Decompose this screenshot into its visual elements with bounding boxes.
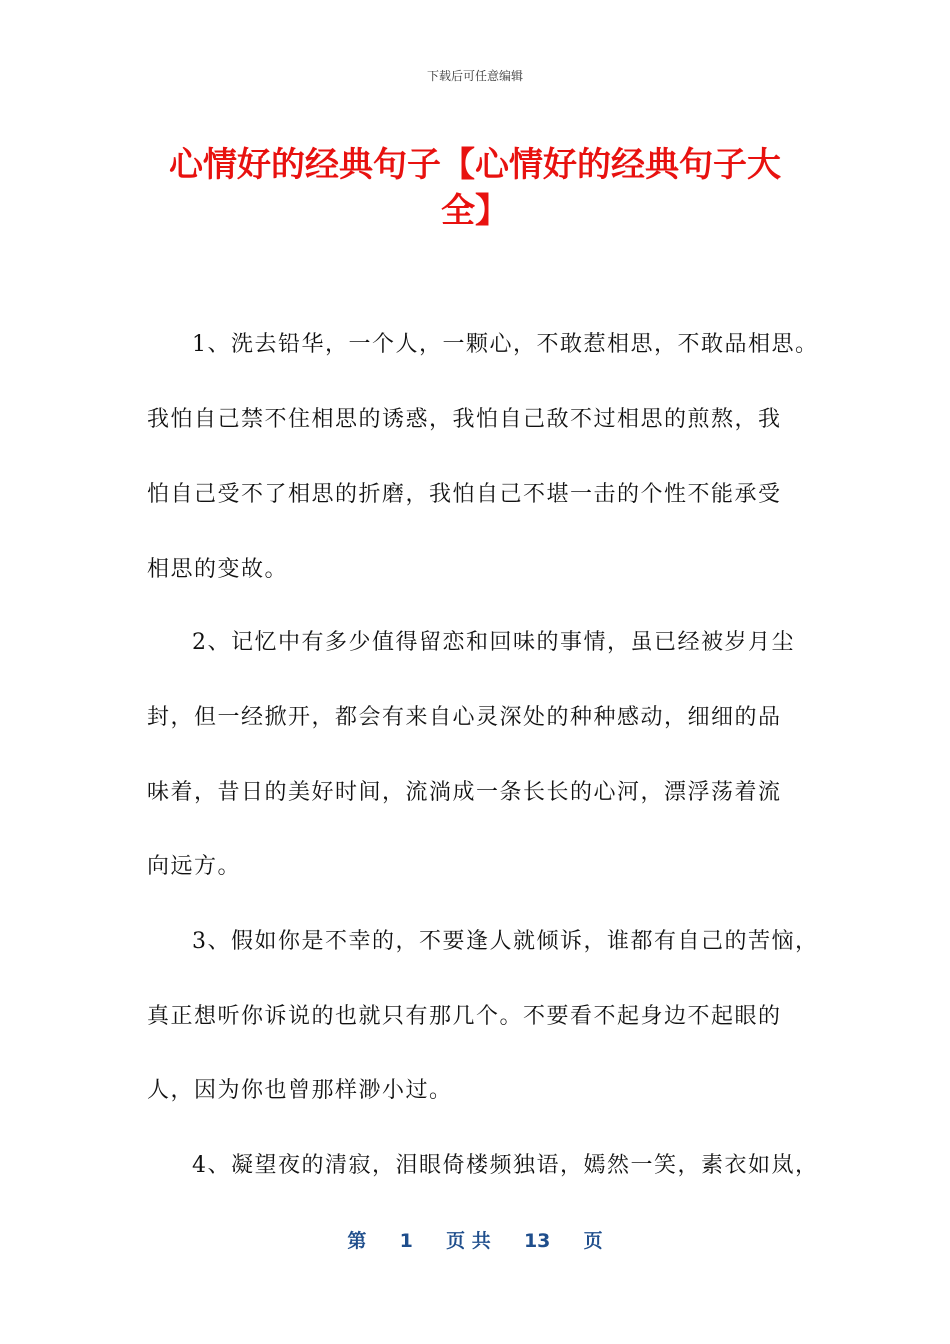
footer-of-label: 页 共 — [446, 1230, 491, 1252]
paragraph-2-line-2: 封，但一经掀开，都会有来自心灵深处的种种感动，细细的品 — [147, 705, 782, 730]
paragraph-3-line-1: 3、假如你是不幸的，不要逢人就倾诉，谁都有自己的苦恼， — [192, 929, 819, 954]
paragraph-4-line-1: 4、凝望夜的清寂，泪眼倚楼频独语，嫣然一笑，素衣如岚， — [192, 1153, 819, 1178]
document-title — [150, 142, 800, 234]
footer-page-label: 第 — [347, 1230, 367, 1252]
paragraph-1-line-3: 怕自己受不了相思的折磨，我怕自己不堪一击的个性不能承受 — [147, 482, 782, 507]
footer-total-pages: 13 — [523, 1230, 551, 1252]
paragraph-1-line-1: 1、洗去铅华，一个人，一颗心，不敢惹相思，不敢品相思。 — [192, 332, 819, 357]
paragraph-3-line-2: 真正想听你诉说的也就只有那几个。不要看不起身边不起眼的 — [147, 1004, 782, 1029]
footer-end-label: 页 — [583, 1230, 603, 1252]
page-header-note: 下载后可任意编辑 — [426, 69, 523, 83]
paragraph-2-line-1: 2、记忆中有多少值得留恋和回味的事情，虽已经被岁月尘 — [192, 630, 795, 655]
paragraph-2-line-4: 向远方。 — [147, 854, 242, 879]
paragraph-1-line-4: 相思的变故。 — [147, 557, 289, 582]
paragraph-2-line-3: 味着，昔日的美好时间，流淌成一条长长的心河，漂浮荡着流 — [147, 780, 782, 805]
footer-current-page: 1 — [399, 1230, 413, 1252]
document-title-line-1: 心情好的经典句子【心情好的经典句子大 — [169, 145, 781, 185]
page-footer — [0, 1226, 950, 1253]
paragraph-3-line-3: 人，因为你也曾那样渺小过。 — [147, 1078, 453, 1103]
document-title-line-2: 全】 — [441, 191, 509, 231]
paragraph-1-line-2: 我怕自己禁不住相思的诱惑，我怕自己敌不过相思的煎熬，我 — [147, 407, 782, 432]
